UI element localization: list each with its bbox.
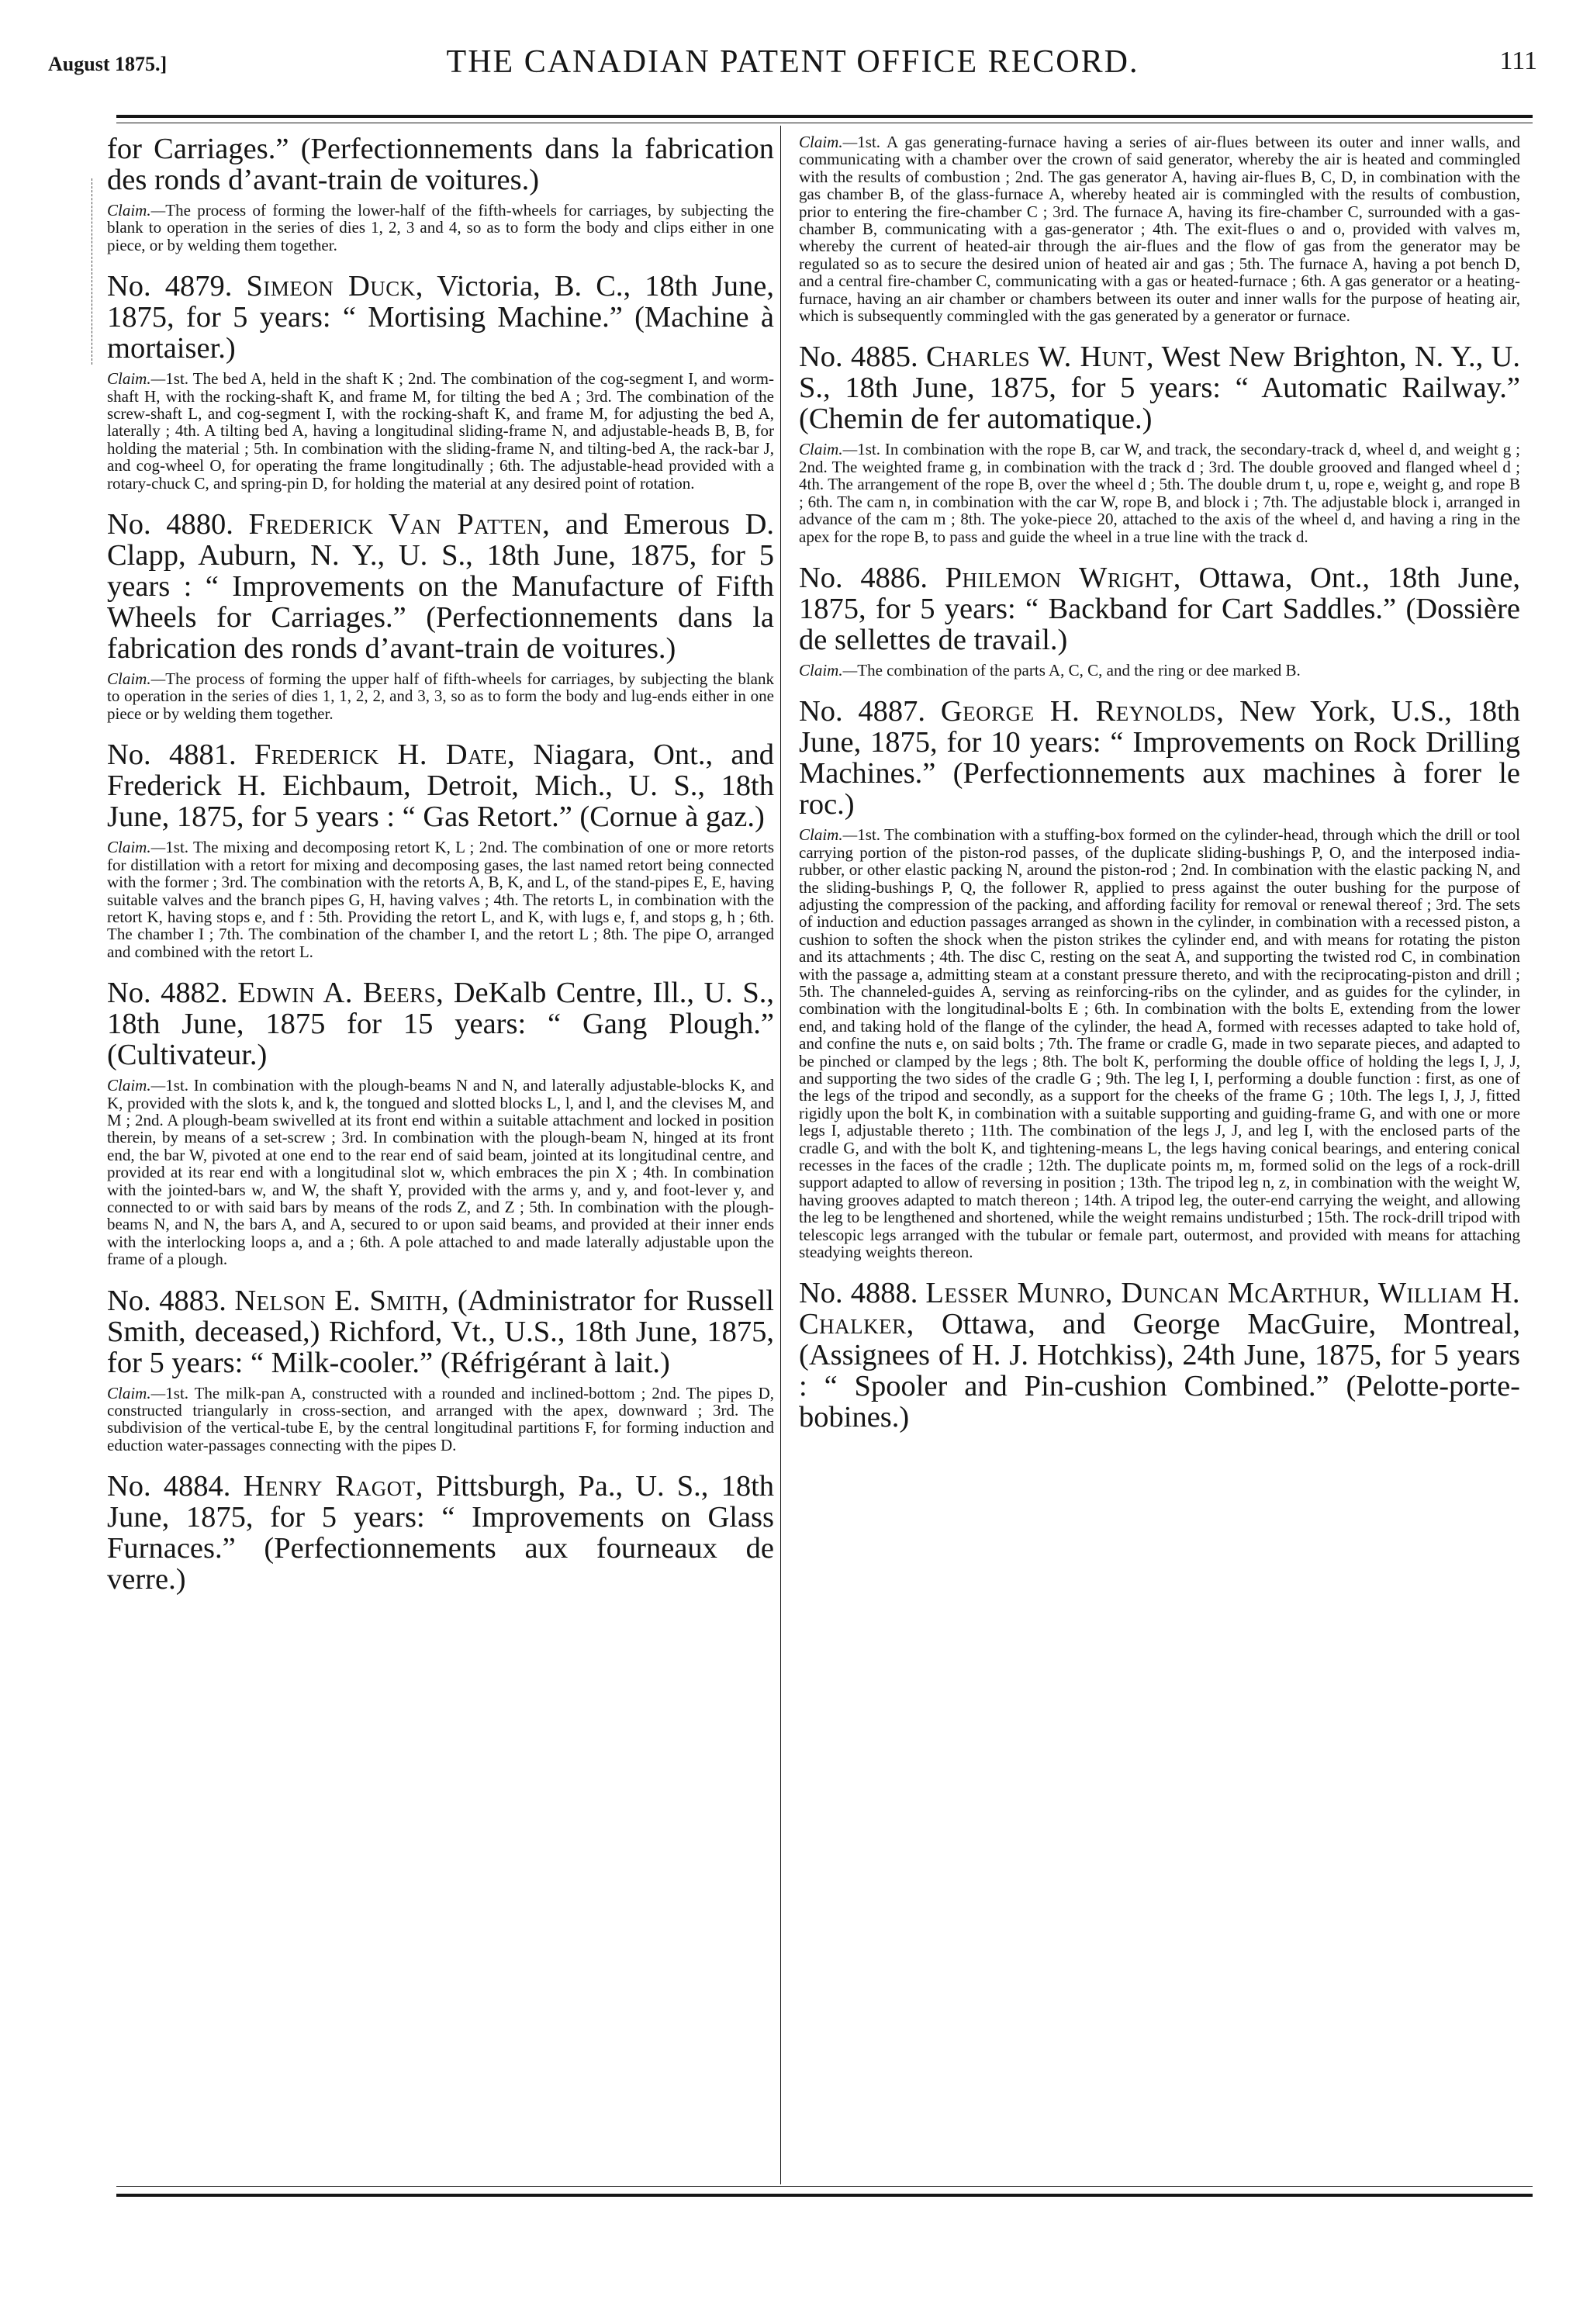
claim-body: The process of forming the lower-half of the fifth-wheels for carriages, by subjecting the blank to operation in the series of dies 1, 2, 3 and 4, so as to form the body and clips either in one piece, or by welding them together. (107, 201, 774, 254)
claim-body: 1st. The milk-pan A, constructed with a rounded and inclined-bottom ; 2nd. The pipes D, constructed triangularly in cross-section, and arranged with the apex, downward ; 3rd. The subdivision of the vertical-tube E, by the central longitudinal partitions F, for forming induction and eduction water-passages connecting with the pipes D. (107, 1383, 774, 1454)
claim-text (107, 202, 774, 254)
claim-body: 1st. In combination with the plough-beams N and N, and laterally adjustable-blocks K, and K, provided with the slots k, and k, the tongued and slotted blocks L, l, and l, and the clevises M, and M ; 2nd. A plough-beam swivelled at its front end within a suitable attachment and locked in position therein, by means of a set-screw ; 3rd. In combination with the plough-beam N, hinged at its front end, the bar W, pivoted at one end to the rear end of said beam, jointed at its longitudinal centre, and provided at its rear end with a longitudinal slot w, which embraces the pin X ; 4th. In combination with the jointed-bars w, and W, the shaft Y, provided with the arms y, and y, and foot-lever y, and connected to or with said bars by means of the rods Z, and Z ; 5th. In combination with the plough-beams N, and N, the bars A, and A, secured to or upon said beams, and provided at their inner ends with the interlocking loops a, and a ; 6th. A pole attached to and made laterally adjustable upon the frame of a plough. (107, 1076, 774, 1269)
header-date: August 1875.] (48, 53, 168, 75)
entry-title (107, 271, 774, 364)
claim-body: The combination of the parts A, C, C, and the ring or dee marked B. (857, 660, 1301, 680)
claim-label: Claim.— (107, 669, 166, 689)
entry-title (107, 1471, 774, 1595)
entry-details: Niagara, Ont., and Frederick H. Eichbaum, Detroit, Mich., U. S., 18th June, 1875, for 5 years : “ Gas Retort.” (Cornue à gaz.) (107, 738, 774, 834)
claim-text (799, 662, 1520, 679)
inventor-name: Frederick H. Date, (254, 738, 516, 772)
entry-title (107, 509, 774, 664)
entry-title (799, 1278, 1520, 1433)
claim-text (107, 1077, 774, 1267)
claim-label: Claim.— (799, 825, 858, 845)
claim-label: Claim.— (799, 660, 858, 680)
patent-number: No. 4879. (107, 270, 233, 303)
claim-label: Claim.— (107, 369, 166, 389)
patent-entry-4879 (107, 271, 774, 492)
claim-label: Claim.— (107, 1076, 166, 1095)
claim-body: 1st. In combination with the rope B, car W, and track, the secondary-track d, wheel d, and weight g ; 2nd. The weighted frame g, in combination with the track d ; 3rd. The double grooved and flanged wheel d ; 4th. The arrangement of the rope B, over the wheel d ; 5th. The double drum t, u, rope e, weight g, and rope B ; 6th. The cam n, in combination with the car W, rope B, and block i ; 7th. The adjustable block i, arranged in advance of the cam m ; 8th. The yoke-piece 20, attached to the axis of the wheel d, and having a ring in the apex for the rope B, to pass and guide the wheel in a true line with the track d. (799, 440, 1520, 546)
patent-number: No. 4883. (107, 1284, 226, 1317)
patent-number: No. 4880. (107, 508, 233, 541)
entry-details: (Administrator for Russell Smith, deceased,) Richford, Vt., U.S., 18th June, 1875, for 5 years: “ Milk-cooler.” (Réfrigérant à lait.) (107, 1284, 774, 1379)
patent-entry-4880 (107, 509, 774, 722)
entry-title (799, 696, 1520, 820)
header-rule-thick (116, 115, 1533, 118)
claim-body: 1st. The combination with a stuffing-box formed on the cylinder-head, through which the drill or tool carrying portion of the piston-rod passes, of the duplicate sliding-bushings P, O, and the interposed india-rubber, or other elastic packing N, around the piston-rod ; 2nd. In combination with the elastic packing N, and the sliding-bushings P, Q, the follower R, applied to press against the outer bushing for the purpose of adjusting the compression of the packing, and affording facility for removal or renewal thereof ; 3rd. The sets of induction and eduction passages arranged as shown in the cylinder, in combination with a recessed piston, a cushion to soften the shock when the piston strikes the cylinder end, and with means for rotating the piston and its attachments ; 4th. The disc C, resting on the seat A, and supporting the twisted rod C, in combination with the passage a, admitting steam at a constant pressure thereto, and with the reciprocating-piston and drill ; 5th. The channeled-guides A, serving as reinforcing-ribs on the cylinder, and as guides for the cylinder, in combination with the longitudinal-bolts E ; 6th. In combination with the bolts E, extending from the lower end, and taking hold of the flange of the cylinder, the head A, formed with recesses adapted to take hold of, and confine the nuts e, on said bolts ; 7th. The frame or cradle G, made in two separate pieces, and adapted to be pinched or clamped by the legs ; 8th. The bolt K, performing the double office of holding the legs I, J, J, and supporting the two sides of the cradle G ; 9th. The leg I, I, performing a double function : first, as one of the legs of the tripod and secondly, as a support for the cheeks of the frame G ; 10th. The legs I, J, J, fitted rigidly upon the bolt K, in combination with a suitable supporting and guiding-frame G, and with one or more legs I, adjustable thereto ; 11th. The combination of the legs J, J, and leg I, with the enclosed parts of the cradle G, and with the bolt K, and tightening-means L, the legs having conical bearings, and entering conical recesses in the faces of the cradle ; 12th. The duplicate points m, m, formed solid on the legs of a rock-drill support adapted to allow of reversing in position ; 13th. The tripod leg n, z, in combination with the weight W, having grooves adapted to match thereon ; 14th. A tripod leg, the outer-end carrying the weight, and allowing the leg to be lengthened and shortened, while the weight remains undisturbed ; 15th. The rock-drill tripod with telescopic legs arranged with the tubular or female part, outermost, and provided with means for attaching steadying weights thereon. (799, 825, 1520, 1262)
patent-entry-4885 (799, 341, 1520, 545)
claim-label: Claim.— (107, 838, 166, 857)
inventor-name: Simeon Duck, (246, 270, 423, 303)
inventor-name: Frederick Van Patten, (248, 508, 551, 541)
inventor-name: Lesser Munro, Duncan McArthur, William H. Chalker, (799, 1277, 1521, 1341)
patent-number: No. 4885. (799, 341, 918, 374)
entry-details: DeKalb Centre, Ill., U. S., 18th June, 1875 for 15 years: “ Gang Plough.” (Cultivateur.) (107, 977, 775, 1072)
claim-body: 1st. A gas generating-furnace having a series of air-flues between its outer and inner walls, and communicating with a chamber over the crown of said generator, whereby the air is heated and commingled with the results of combustion ; 2nd. The gas generator A, having air-flues B, C, D, in combination with the gas chamber B, of the glass-furnace A, whereby heated air is commingled with the results of combustion, prior to entering the fire-chamber C ; 3rd. The furnace A, having its fire-chamber C, surrounded with a gas-chamber B, communicating with a gas-generator ; 4th. The exit-flues o and o, provided with valves m, whereby the current of heated-air through the air-flues and the flow of gas from the generator may be regulated so as to secure the desired union of heated air and gas ; 5th. The furnace A, having a pot bench D, and a central fire-chamber C, communicating with a gas or heated-furnace ; 6th. A gas generator or a heating-furnace, having an air chamber or chambers between its outer and inner walls for the purpose of heating air, which is subsequently commingled with the gas generated by a generator or furnace. (799, 133, 1520, 326)
claim-text (799, 826, 1520, 1261)
claim-text (107, 370, 774, 492)
patent-entry-4884 (107, 1471, 774, 1595)
inventor-name: Henry Ragot, (243, 1470, 423, 1503)
entry-title (799, 341, 1520, 434)
claim-text (107, 839, 774, 960)
claim-text (799, 133, 1520, 324)
inventor-name: Charles W. Hunt, (925, 341, 1154, 374)
claim-text (799, 441, 1520, 545)
entry-details: Victoria, B. C., 18th June, 1875, for 5 years: “ Mortising Machine.” (Machine à mortaiser.) (107, 270, 774, 365)
claim-body: The process of forming the upper half of fifth-wheels for carriages, by subjecting the blank to operation in the series of dies 1, 1, 2, 2, and 3, 3, so as to form the body and lug-ends either in one piece or by welding them together. (107, 669, 774, 723)
patent-number: No. 4887. (799, 695, 926, 728)
entry-details: Ottawa, Ont., 18th June, 1875, for 5 years: “ Backband for Cart Saddles.” (Dossière de sellettes de travail.) (799, 561, 1520, 656)
patent-entry-4886 (799, 562, 1520, 679)
inventor-name: Nelson E. Smith, (234, 1284, 450, 1317)
claim-label: Claim.— (799, 133, 858, 151)
entry-details: New York, U.S., 18th June, 1875, for 10 years: “ Improvements on Rock Drilling Machines.” (Perfectionnements aux machines à forer le roc.) (799, 695, 1521, 821)
entry-title (799, 562, 1520, 655)
entry-details: West New Brighton, N. Y., U. S., 18th June, 1875, for 5 years: “ Automatic Railway.” (Chemin de fer automatique.) (799, 341, 1520, 436)
patent-number: No. 4884. (107, 1470, 231, 1503)
patent-entry-4884-claim (799, 133, 1520, 324)
patent-entry-4881 (107, 739, 774, 960)
claim-text (107, 1385, 774, 1454)
page-number: 111 (1499, 47, 1537, 75)
inventor-name: George H. Reynolds, (940, 695, 1225, 728)
footer-rule-thick (116, 2194, 1533, 2197)
footer-rule-thin (116, 2186, 1533, 2187)
page-header (48, 34, 1537, 96)
claim-body: 1st. The mixing and decomposing retort K, L ; 2nd. The combination of one or more retorts for distillation with a retort for mixing and decomposing gases, the last named retort being connected with the former ; 3rd. The combination with the retorts A, B, K, and L, of the stand-pipes E, E, having suitable valves and the branch pipes G, H, having valves ; 4th. The retorts L, in combination with the retort K, having stops e, and f : 5th. Providing the retort L, and K, with lugs e, f, and stops g, h ; 6th. The chamber I ; 7th. The combination of the chamber I, and the retort L ; 8th. The pipe O, arranged and combined with the retort L. (107, 838, 774, 961)
inventor-name: Edwin A. Beers, (237, 977, 444, 1010)
entry-title (107, 133, 774, 195)
entry-details: for Carriages.” (Perfectionnements dans la fabrication des ronds d’avant-train de voitures.) (107, 133, 774, 196)
patent-entry-4883 (107, 1285, 774, 1454)
inventor-name: Philemon Wright, (945, 561, 1181, 594)
left-column (107, 133, 774, 1601)
patent-number: No. 4886. (799, 561, 928, 594)
journal-title: THE CANADIAN PATENT OFFICE RECORD. (446, 44, 1139, 80)
patent-entry-continued (107, 133, 774, 254)
entry-details: Pittsburgh, Pa., U. S., 18th June, 1875, for 5 years: “ Improvements on Glass Furnaces.” (Perfectionnements aux fourneaux de verre.) (107, 1470, 775, 1596)
entry-title (107, 977, 774, 1070)
patent-number: No. 4888. (799, 1277, 918, 1310)
claim-label: Claim.— (107, 1383, 166, 1402)
claim-body: 1st. The bed A, held in the shaft K ; 2nd. The combination of the cog-segment I, and worm-shaft H, with the rocking-shaft K, and frame M, for tilting the bed A ; 3rd. The combination of the screw-shaft L, and cog-segment I, with the rocking-shaft K, and frame M, for adjusting the bed A, laterally ; 4th. A tilting bed A, having a longitudinal sliding-frame N, and adjustable-heads B, B, for holding the material ; 5th. In combination with the sliding-frame N, and tilting-bed A, the rack-bar J, and cog-wheel O, for operating the frame longitudinally ; 6th. The adjustable-head provided with a rotary-chuck C, and spring-pin D, for holding the material at any desired point of rotation. (107, 369, 774, 493)
entry-details: Ottawa, and George MacGuire, Montreal, (Assignees of H. J. Hotchkiss), 24th June, 1875, for 5 years : “ Spooler and Pin-cushion Combined.” (Pelotte-porte-bobines.) (799, 1308, 1521, 1434)
claim-label: Claim.— (107, 201, 166, 220)
patent-number: No. 4881. (107, 738, 237, 772)
entry-details: and Emerous D. Clapp, Auburn, N. Y., U. S., 18th June, 1875, for 5 years : “ Improvements on the Manufacture of Fifth Wheels for Carriages.” (Perfectionnements dans la fabrication des ronds d’avant-train de voitures.) (107, 508, 774, 666)
patent-entry-4882 (107, 977, 774, 1267)
right-column (799, 133, 1520, 1439)
patent-entry-4887 (799, 696, 1520, 1261)
column-divider (780, 126, 781, 2184)
claim-label: Claim.— (799, 440, 858, 459)
patent-number: No. 4882. (107, 977, 228, 1010)
patent-entry-4888 (799, 1278, 1520, 1433)
entry-title (107, 1285, 774, 1378)
claim-text (107, 670, 774, 722)
entry-title (107, 739, 774, 832)
